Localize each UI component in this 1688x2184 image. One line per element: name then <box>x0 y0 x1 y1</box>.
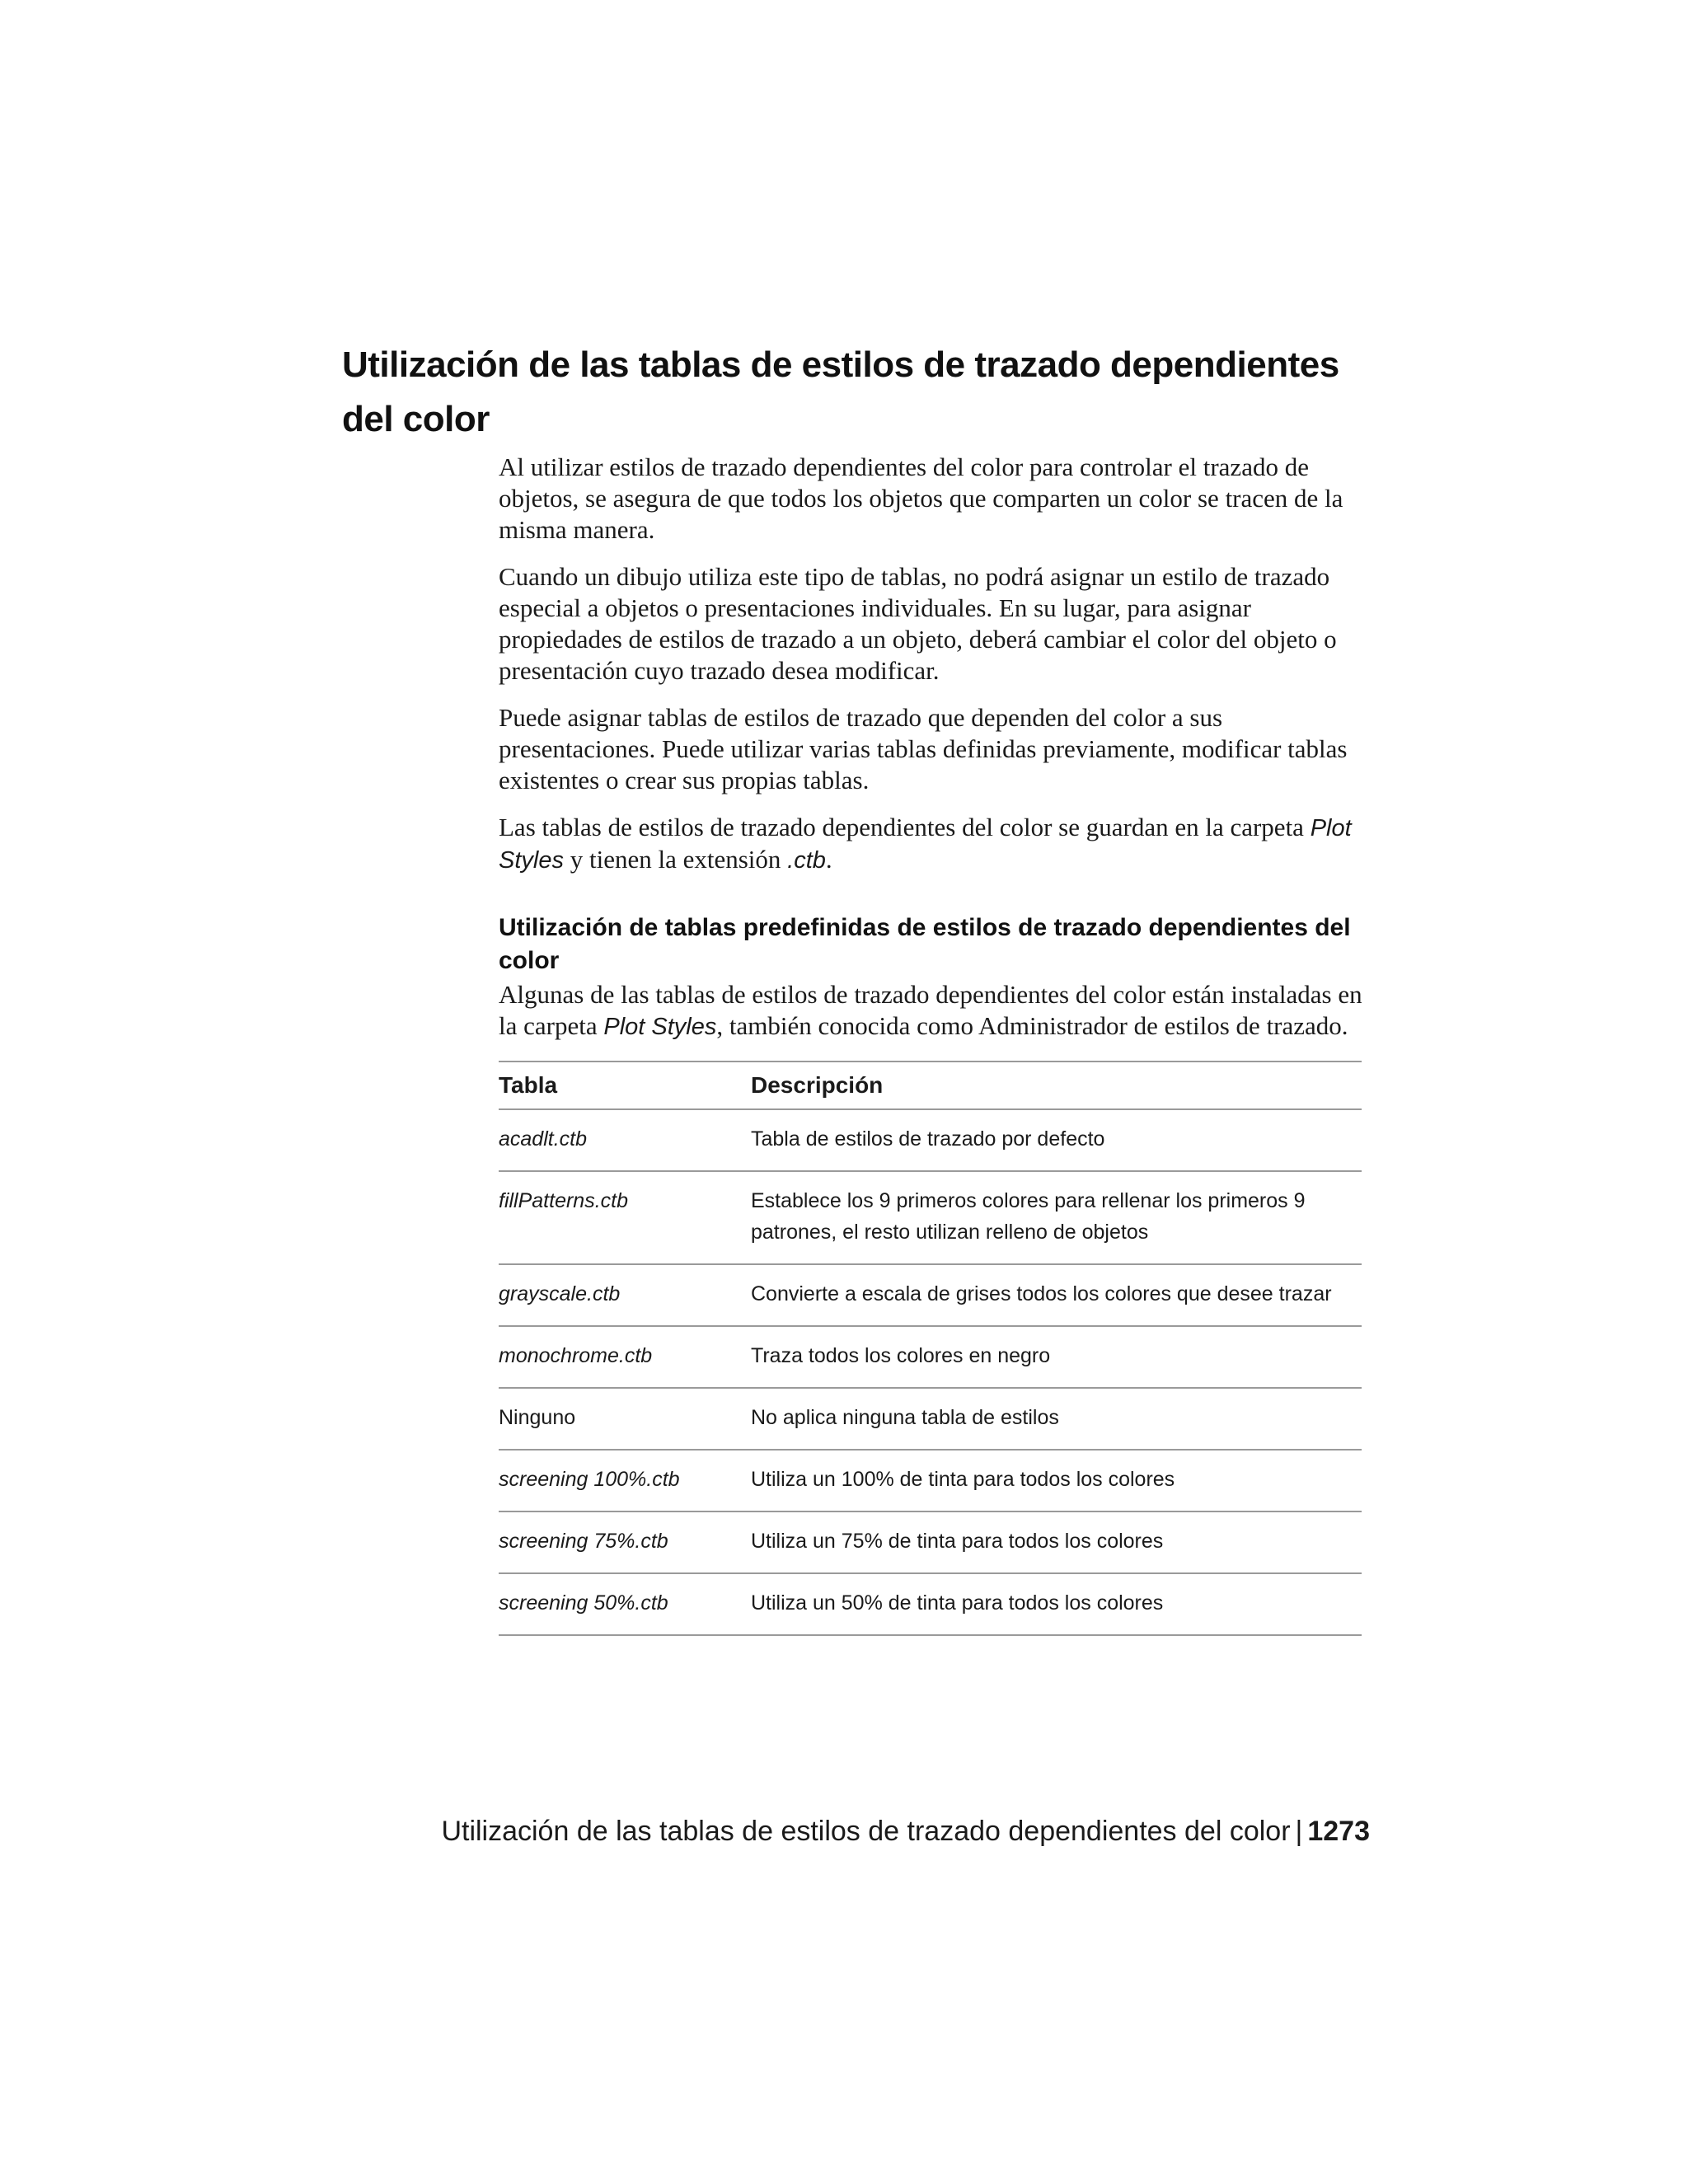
paragraph-1: Al utilizar estilos de trazado dependientes del color para controlar el trazado de objetos, se asegura de que todos los objetos que comparten un color se tracen de la misma manera. <box>499 452 1343 544</box>
table-row <box>499 1264 1362 1326</box>
table-row <box>499 1109 1362 1171</box>
table-row <box>499 1388 1362 1450</box>
section-heading: Utilización de tablas predefinidas de estilos de trazado dependientes del color <box>499 914 1351 974</box>
table-cell-description: Utiliza un 75% de tinta para todos los colores <box>751 1511 1362 1573</box>
table-cell-description: Establece los 9 primeros colores para rellenar los primeros 9 patrones, el resto utilizan relleno de objetos <box>751 1171 1362 1264</box>
footer-title: Utilización de las tablas de estilos de trazado dependientes del color <box>441 1816 1291 1847</box>
folder-name-2: Plot Styles <box>603 1014 717 1040</box>
table-row <box>499 1326 1362 1388</box>
table-cell-name: screening 100%.ctb <box>499 1450 751 1511</box>
page-title: Utilización de las tablas de estilos de trazado dependientes del color <box>342 344 1339 439</box>
table-cell-description: Convierte a escala de grises todos los colores que desee trazar <box>751 1264 1362 1326</box>
table-cell-name: fillPatterns.ctb <box>499 1171 751 1264</box>
paragraph-4 <box>499 812 1372 876</box>
table-cell-description: Traza todos los colores en negro <box>751 1326 1362 1388</box>
table-cell-name: monochrome.ctb <box>499 1326 751 1388</box>
column-header-description: Descripción <box>751 1062 1362 1109</box>
section-intro <box>499 979 1372 1043</box>
file-extension: .ctb <box>787 847 826 874</box>
main-content <box>499 452 1372 1636</box>
table-cell-name: screening 50%.ctb <box>499 1573 751 1635</box>
table-cell-description: Utiliza un 50% de tinta para todos los colores <box>751 1573 1362 1635</box>
table-row <box>499 1171 1362 1264</box>
table-cell-name: screening 75%.ctb <box>499 1511 751 1573</box>
table-body <box>499 1109 1362 1635</box>
section-intro-text: Algunas de las tablas de estilos de trazado dependientes del color están instaladas en la carpeta <box>499 980 1362 1040</box>
page-number: 1273 <box>1307 1816 1370 1847</box>
paragraph-4-text: Las tablas de estilos de trazado dependientes del color se guardan en la carpeta <box>499 813 1311 841</box>
column-header-table: Tabla <box>499 1062 751 1109</box>
folder-name: Plot Styles <box>499 815 1352 874</box>
table-cell-description: No aplica ninguna tabla de estilos <box>751 1388 1362 1450</box>
table-cell-name: grayscale.ctb <box>499 1264 751 1326</box>
plot-styles-table <box>499 1061 1362 1636</box>
table-row <box>499 1511 1362 1573</box>
paragraph-3: Puede asignar tablas de estilos de trazado que dependen del color a sus presentaciones. Puede utilizar varias tablas definidas previamente, modificar tablas existentes o crear sus propias tablas. <box>499 703 1348 794</box>
table-cell-description: Tabla de estilos de trazado por defecto <box>751 1109 1362 1171</box>
table-row <box>499 1450 1362 1511</box>
paragraph-4-text-2: y tienen la extensión <box>563 845 788 874</box>
page-footer <box>441 1813 1370 1849</box>
paragraph-2: Cuando un dibujo utiliza este tipo de tablas, no podrá asignar un estilo de trazado especial a objetos o presentaciones individuales. En su lugar, para asignar propiedades de estilos de trazado a un objeto, deberá cambiar el color del objeto o presentación cuyo trazado desea modificar. <box>499 562 1337 685</box>
footer-separator: | <box>1295 1816 1303 1847</box>
table-header-row <box>499 1062 1362 1109</box>
table-cell-name: acadlt.ctb <box>499 1109 751 1171</box>
table-cell-name: Ninguno <box>499 1388 751 1450</box>
section-intro-text-2: , también conocida como Administrador de estilos de trazado. <box>716 1011 1348 1040</box>
paragraph-4-end: . <box>825 845 832 874</box>
table-row <box>499 1573 1362 1635</box>
table-cell-description: Utiliza un 100% de tinta para todos los colores <box>751 1450 1362 1511</box>
